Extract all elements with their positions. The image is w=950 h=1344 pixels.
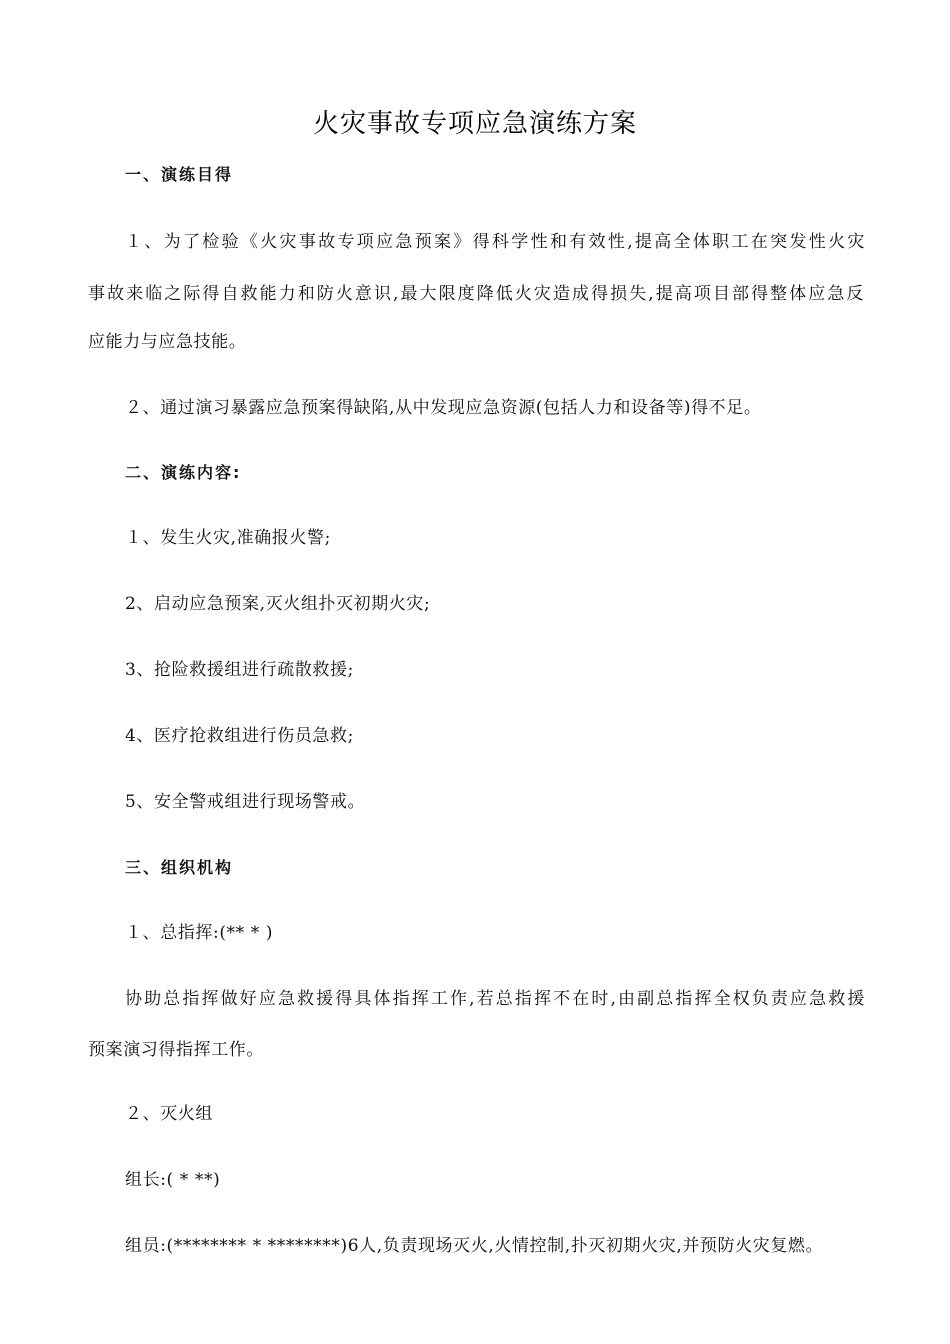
paragraph-line: １、为了检验《火灾事故专项应急预案》得科学性和有效性,提高全体职工在突发性火灾: [125, 232, 865, 252]
list-item: 4、医疗抢救组进行伤员急救;: [125, 726, 354, 746]
paragraph-line: 事故来临之际得自救能力和防火意识,最大限度降低火灾造成得损失,提高项目部得整体应急反: [88, 284, 864, 304]
list-item: 5、安全警戒组进行现场警戒。: [125, 792, 366, 812]
paragraph-line: 预案演习得指挥工作。: [88, 1040, 264, 1060]
list-item: 2、启动应急预案,灭火组扑灭初期火灾;: [125, 594, 431, 614]
paragraph-line: 组长:( * **): [125, 1170, 221, 1190]
paragraph-line: ２、灭火组: [125, 1104, 213, 1124]
paragraph-line: 组员:(******** * ********)6人,负责现场灭火,火情控制,扑灭初期火灾,并预防火灾复燃。: [125, 1236, 824, 1256]
section-heading-purpose: 一、演练目得: [125, 165, 234, 184]
section-heading-organization: 三、组织机构: [125, 858, 234, 877]
section-heading-content: 二、演练内容:: [125, 463, 242, 482]
paragraph-line: ２、通过演习暴露应急预案得缺陷,从中发现应急资源(包括人力和设备等)得不足。: [125, 398, 762, 418]
paragraph-line: 应能力与应急技能。: [88, 332, 247, 352]
list-item: １、发生火灾,准确报火警;: [125, 528, 331, 548]
paragraph-line: 协助总指挥做好应急救援得具体指挥工作,若总指挥不在时,由副总指挥全权负责应急救援: [125, 989, 865, 1009]
document-title: 火灾事故专项应急演练方案: [312, 109, 637, 139]
list-item: 3、抢险救援组进行疏散救援;: [125, 660, 354, 680]
paragraph-line: １、总指挥:(** * ): [125, 923, 274, 943]
